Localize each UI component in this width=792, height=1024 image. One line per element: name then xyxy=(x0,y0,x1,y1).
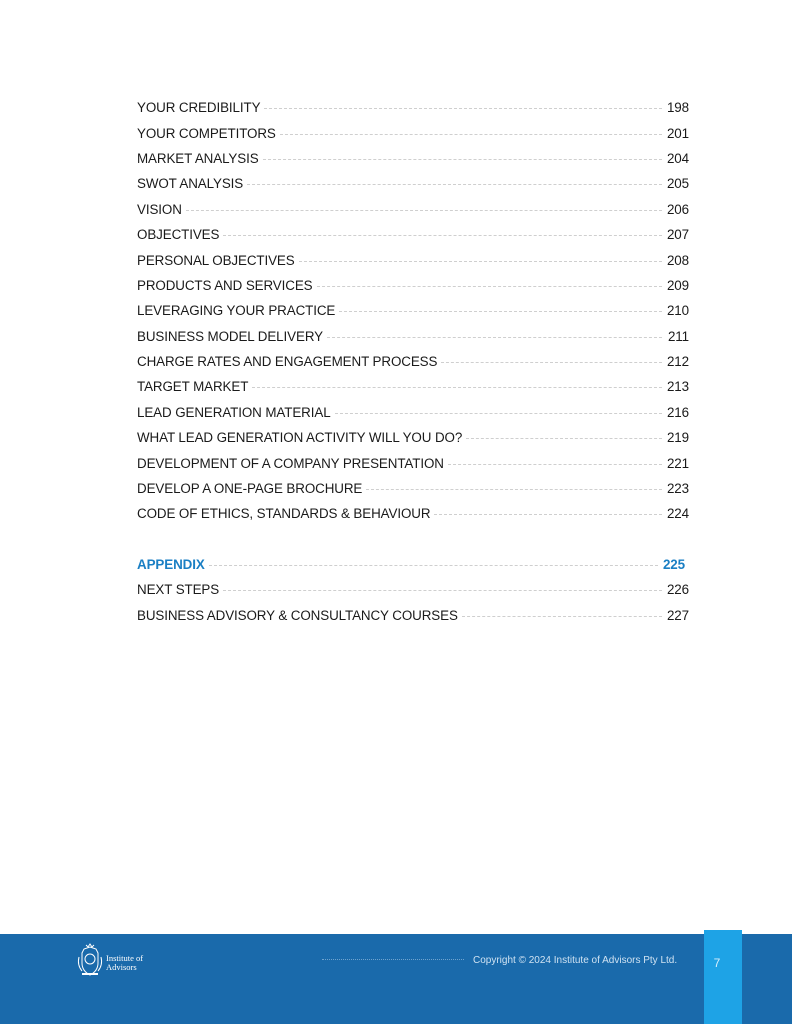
dot-leader xyxy=(366,489,662,490)
dot-leader xyxy=(264,108,662,109)
toc-entry-page: 213 xyxy=(666,379,689,395)
toc-entry[interactable] xyxy=(137,501,689,526)
page-number-tab xyxy=(704,930,742,1024)
toc-entry[interactable] xyxy=(137,349,689,374)
toc-spacer xyxy=(137,527,689,552)
toc-entry-page: 221 xyxy=(666,455,689,471)
dot-leader xyxy=(448,464,662,465)
toc-entry-page: 226 xyxy=(666,582,689,598)
page-footer xyxy=(0,934,792,1024)
toc-entry-title: DEVELOPMENT OF A COMPANY PRESENTATION xyxy=(137,455,444,471)
toc-entry[interactable] xyxy=(137,197,689,222)
dot-leader xyxy=(462,616,662,617)
dot-leader xyxy=(335,413,662,414)
toc-entry[interactable] xyxy=(137,247,689,272)
dot-leader xyxy=(263,159,662,160)
dot-leader xyxy=(247,184,662,185)
toc-entry[interactable] xyxy=(137,374,689,399)
toc-entry[interactable] xyxy=(137,95,689,120)
toc-entry[interactable] xyxy=(137,324,689,349)
page-number: 7 xyxy=(713,956,721,970)
toc-entry-title: NEXT STEPS xyxy=(137,582,220,598)
toc-entry-title: CODE OF ETHICS, STANDARDS & BEHAVIOUR xyxy=(137,506,431,522)
dot-leader xyxy=(317,286,662,287)
dot-leader xyxy=(327,337,662,338)
toc-entry[interactable] xyxy=(137,146,689,171)
toc-entry-title: PRODUCTS AND SERVICES xyxy=(137,277,313,293)
toc-appendix-entries xyxy=(137,577,689,628)
toc-entry[interactable] xyxy=(137,400,689,425)
crest-icon xyxy=(76,943,104,979)
toc-entry[interactable] xyxy=(137,450,689,475)
toc-entry-title: BUSINESS ADVISORY & CONSULTANCY COURSES xyxy=(137,607,458,623)
toc-entry-page: 216 xyxy=(666,404,689,420)
dot-leader xyxy=(441,362,662,363)
toc-heading-page: 225 xyxy=(662,556,685,572)
toc-entry-title: YOUR CREDIBILITY xyxy=(137,100,261,116)
toc-entry-title: YOUR COMPETITORS xyxy=(137,125,276,141)
table-of-contents xyxy=(137,95,689,628)
footer-dot-line xyxy=(322,959,464,960)
toc-entry-title: PERSONAL OBJECTIVES xyxy=(137,252,295,268)
toc-entry-title: LEAD GENERATION MATERIAL xyxy=(137,404,331,420)
toc-entry[interactable] xyxy=(137,476,689,501)
toc-entry-title: LEVERAGING YOUR PRACTICE xyxy=(137,303,336,319)
dot-leader xyxy=(434,514,662,515)
toc-entry-page: 208 xyxy=(666,252,689,268)
toc-entry[interactable] xyxy=(137,171,689,196)
toc-entry[interactable] xyxy=(137,425,689,450)
toc-entry-page: 206 xyxy=(666,201,689,217)
logo-wordmark xyxy=(106,954,143,972)
toc-entry-title: CHARGE RATES AND ENGAGEMENT PROCESS xyxy=(137,354,438,370)
toc-entry-page: 227 xyxy=(666,607,689,623)
toc-entry-page: 212 xyxy=(666,354,689,370)
toc-entry[interactable] xyxy=(137,298,689,323)
toc-entry[interactable] xyxy=(137,602,689,627)
toc-entry[interactable] xyxy=(137,222,689,247)
toc-entry-page: 209 xyxy=(666,277,689,293)
toc-entry-title: VISION xyxy=(137,201,182,217)
toc-entry[interactable] xyxy=(137,273,689,298)
dot-leader xyxy=(223,590,662,591)
toc-entry-page: 201 xyxy=(666,125,689,141)
toc-entry-title: MARKET ANALYSIS xyxy=(137,150,259,166)
toc-entry-page: 207 xyxy=(666,227,689,243)
dot-leader xyxy=(299,261,662,262)
toc-entry[interactable] xyxy=(137,577,689,602)
dot-leader xyxy=(223,235,662,236)
toc-entry-title: SWOT ANALYSIS xyxy=(137,176,244,192)
toc-heading-label: APPENDIX xyxy=(137,556,205,572)
toc-entry-title: OBJECTIVES xyxy=(137,227,220,243)
toc-entry-page: 205 xyxy=(666,176,689,192)
toc-entry-page: 211 xyxy=(667,328,689,344)
dot-leader xyxy=(280,134,662,135)
copyright-notice: Copyright © 2024 Institute of Advisors Pty Ltd. xyxy=(473,955,678,966)
toc-entry-page: 223 xyxy=(666,481,689,497)
toc-entries xyxy=(137,95,689,527)
dot-leader xyxy=(186,210,662,211)
toc-entry-title: TARGET MARKET xyxy=(137,379,249,395)
institute-logo xyxy=(76,943,166,983)
toc-entry-title: DEVELOP A ONE-PAGE BROCHURE xyxy=(137,481,363,497)
toc-entry-page: 204 xyxy=(666,150,689,166)
dot-leader xyxy=(466,438,662,439)
toc-entry[interactable] xyxy=(137,120,689,145)
toc-entry-title: BUSINESS MODEL DELIVERY xyxy=(137,328,323,344)
dot-leader xyxy=(209,565,658,566)
logo-line-1: Institute of xyxy=(106,953,144,963)
dot-leader xyxy=(339,311,662,312)
toc-entry-page: 210 xyxy=(666,303,689,319)
toc-entry-title: WHAT LEAD GENERATION ACTIVITY WILL YOU DO? xyxy=(137,430,463,446)
toc-heading-appendix[interactable] xyxy=(137,552,689,577)
toc-entry-page: 224 xyxy=(666,506,689,522)
toc-entry-page: 198 xyxy=(666,100,689,116)
toc-entry-page: 219 xyxy=(666,430,689,446)
logo-line-2: Advisors xyxy=(106,962,137,972)
dot-leader xyxy=(252,387,662,388)
